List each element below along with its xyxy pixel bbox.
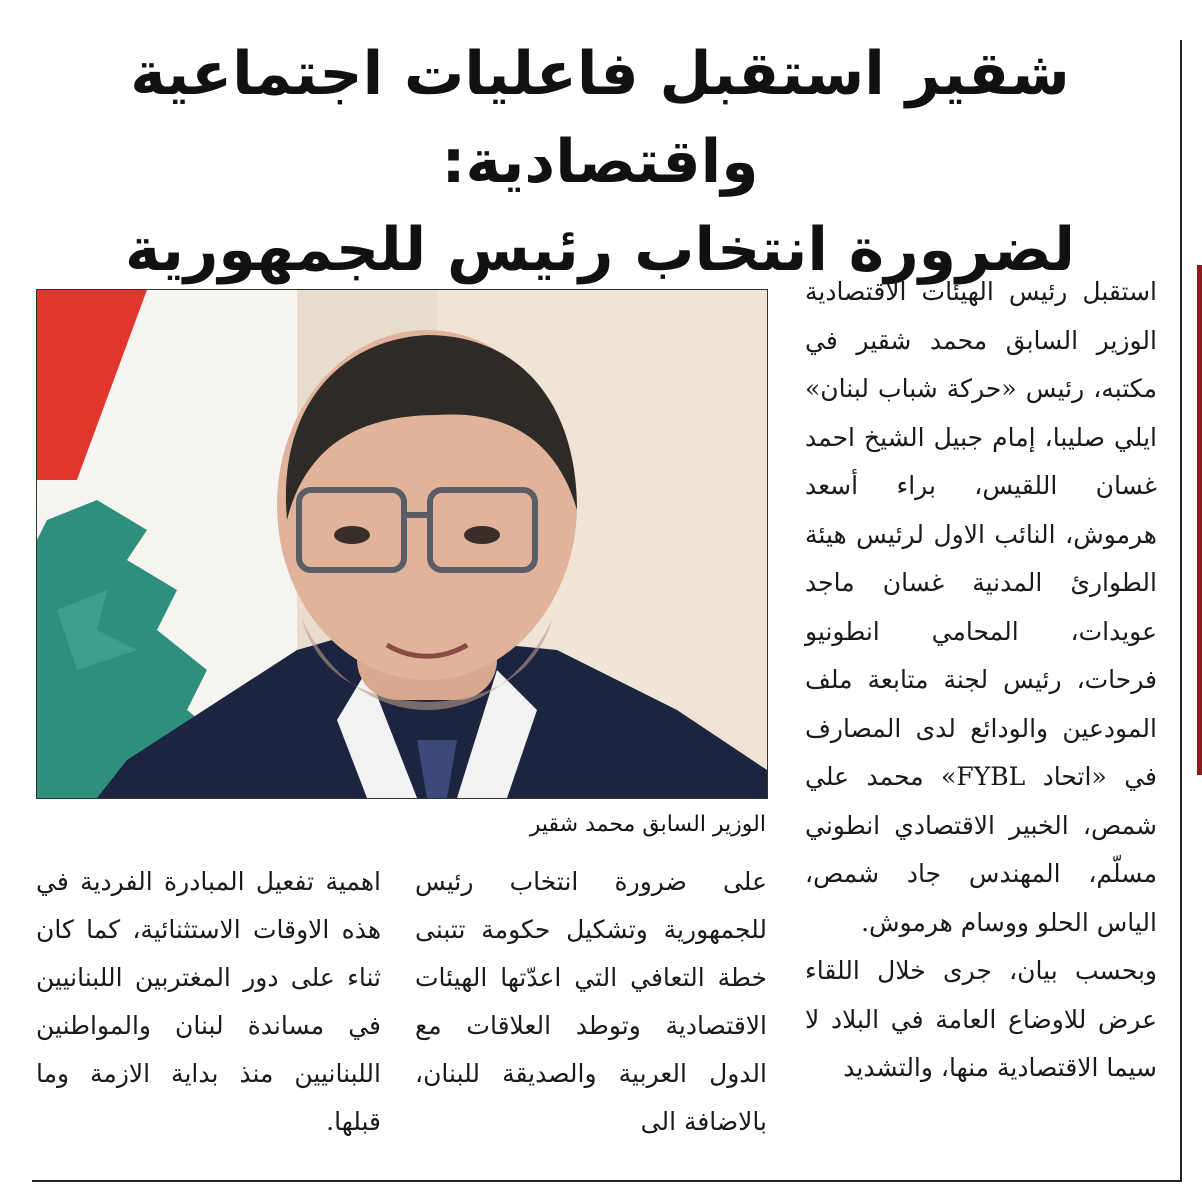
bottom-rule — [32, 1180, 1182, 1182]
article-column-right — [805, 268, 1157, 1093]
photo-caption: الوزير السابق محمد شقير — [529, 812, 766, 837]
column-rule-right — [1180, 40, 1182, 1180]
headline — [40, 30, 1160, 294]
article-paragraph-3: على ضرورة انتخاب رئيس للجمهورية وتشكيل حكومة تتبنى خطة التعافي التي اعدّتها الهيئات الاقتصادية وتوطد العلاقات مع الدول العربية والصديقة للبنان، بالاضافة الى — [415, 867, 767, 1136]
headline-line-2: لضرورة انتخاب رئيس للجمهورية — [124, 215, 1076, 285]
headline-line-1: شقير استقبل فاعليات اجتماعية واقتصادية: — [130, 39, 1070, 197]
portrait-illustration — [37, 290, 767, 798]
adjacent-article-edge — [1197, 265, 1202, 775]
article-paragraph-4: اهمية تفعيل المبادرة الفردية في هذه الاوقات الاستثنائية، كما كان ثناء على دور المغتربين اللبنانيين في مساندة لبنان والمواطنين اللبنانيين منذ بداية الازمة وما قبلها. — [36, 867, 381, 1136]
article-paragraph-1: استقبل رئيس الهيئات الاقتصادية الوزير السابق محمد شقير في مكتبه، رئيس «حركة شباب لبنان» ايلي صليبا، إمام جبيل الشيخ احمد غسان اللقيس، براء أسعد هرموش، النائب الاول لرئيس هيئة الطوارئ المدنية غسان ماجد عويدات، المحامي انطونيو فرحات، رئيس لجنة متابعة ملف المودعين والودائع لدى المصارف في «اتحاد FYBL» محمد علي شمص، الخبير الاقتصادي انطوني مسلّم، المهندس جاد شمص، الياس الحلو ووسام هرموش. — [805, 277, 1157, 937]
article-column-left — [36, 858, 381, 1146]
article-paragraph-2: وبحسب بيان، جرى خلال اللقاء عرض للاوضاع العامة في البلاد لا سيما الاقتصادية منها، والتشديد — [805, 956, 1157, 1082]
article-column-middle — [415, 858, 767, 1146]
portrait-photo — [36, 289, 768, 799]
